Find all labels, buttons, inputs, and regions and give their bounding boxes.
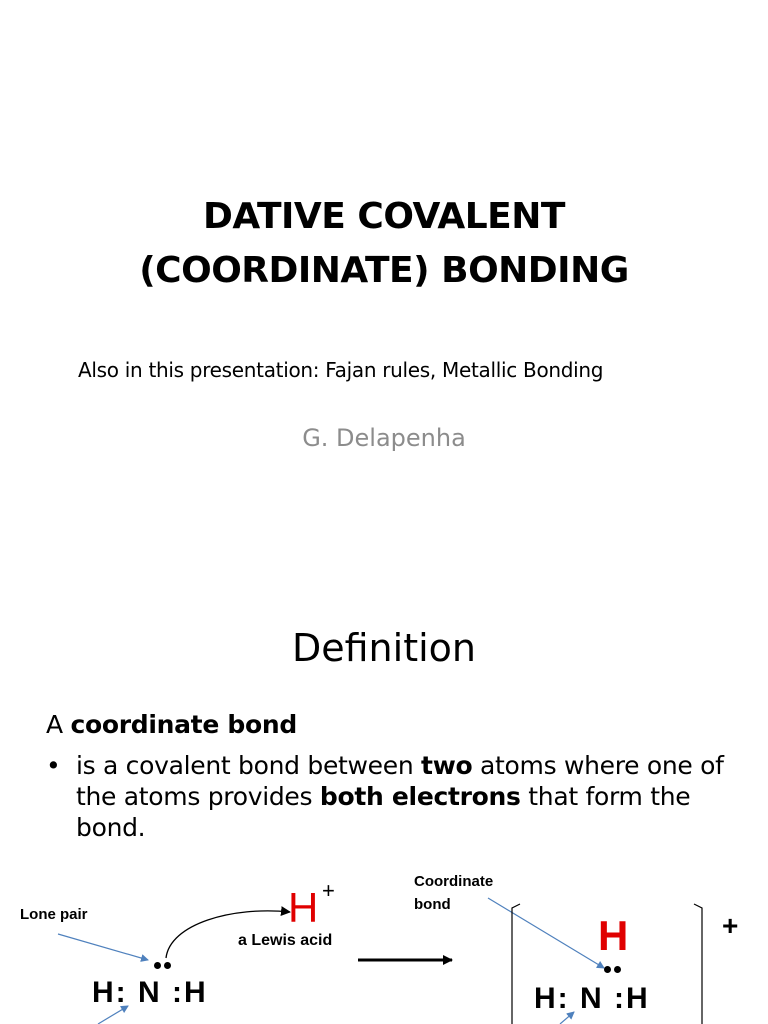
- definition-slide: [0, 576, 768, 1024]
- title-line-2: (COORDINATE) BONDING: [139, 250, 629, 291]
- left-bracket-icon: [512, 904, 520, 1024]
- bullet-part-2: atoms where one of the atoms provides: [76, 751, 724, 811]
- product-charge: +: [722, 910, 739, 941]
- ammonium-nitrogen: N: [580, 982, 604, 1015]
- coordinate-bond-diagram: [0, 576, 768, 1024]
- bond-pair-dots-icon: [604, 966, 622, 974]
- title-line-1: DATIVE COVALENT: [203, 196, 565, 237]
- ammonia-nitrogen: N: [138, 976, 162, 1009]
- lone-pair-dots-icon: [154, 962, 172, 970]
- coordinate-label-line-2: bond: [414, 896, 451, 913]
- ammonia-formula: [92, 976, 208, 1010]
- ammonia-left: H:: [92, 976, 128, 1009]
- bullet-dot-icon: •: [46, 751, 61, 780]
- proton-charge: +: [322, 878, 335, 903]
- definition-title: Definition: [291, 626, 476, 670]
- bullet-bold-2: both electrons: [319, 782, 521, 811]
- bullet-part-1: is a covalent bond between: [76, 751, 422, 780]
- lone-pair-arrow-icon: [58, 934, 148, 960]
- proton-symbol: H: [288, 884, 319, 931]
- author-name: G. Delapenha: [302, 424, 466, 452]
- diagram-arrows: [0, 576, 768, 1024]
- bullet-part-3: that form the bond.: [76, 782, 691, 842]
- ammonia-right: :H: [172, 976, 208, 1009]
- coordinate-bond-label: [414, 870, 493, 916]
- right-bracket-icon: [694, 904, 702, 1024]
- lead-prefix: A: [46, 710, 71, 739]
- lone-pair-label: Lone pair: [20, 906, 88, 923]
- slide-title: [0, 190, 768, 298]
- lewis-acid-label: a Lewis acid: [238, 932, 333, 949]
- ammonium-left: H:: [534, 982, 570, 1015]
- ammonium-right: :H: [614, 982, 650, 1015]
- bullet-bold-1: two: [421, 751, 473, 780]
- lead-term: coordinate bond: [70, 710, 297, 739]
- coordinate-bond-arrow-icon: [488, 898, 604, 968]
- coordinate-label-line-1: Coordinate: [414, 873, 494, 890]
- presentation-subtitle: Also in this presentation: Fajan rules, Metallic Bonding: [78, 358, 604, 382]
- product-hydrogen: H: [598, 912, 629, 959]
- ammonium-formula: [534, 982, 650, 1016]
